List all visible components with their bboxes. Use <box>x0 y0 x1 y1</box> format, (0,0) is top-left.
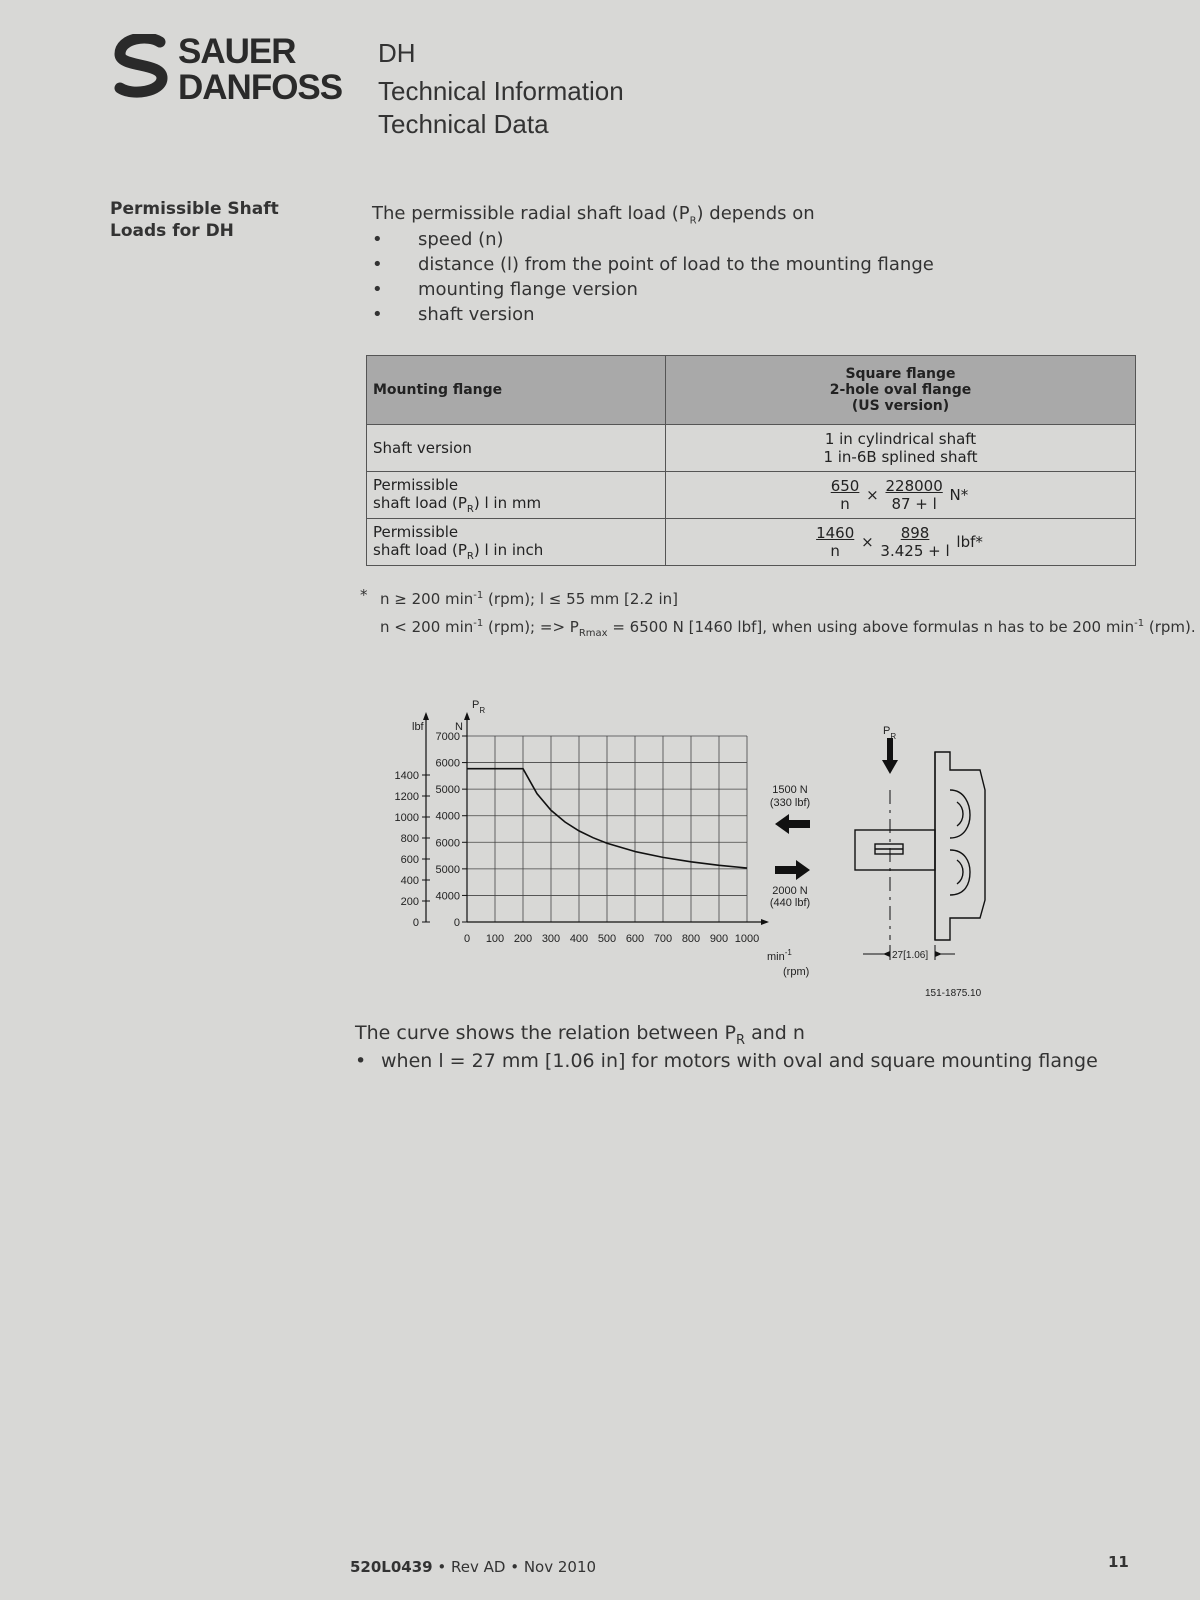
y-axis-lbf-arrow-icon <box>423 712 429 720</box>
x-tick-label: 600 <box>625 933 645 945</box>
dimension-label: 27[1.06] <box>892 950 929 961</box>
document-code: 520L0439 • Rev AD • Nov 2010 <box>350 1558 597 1576</box>
footnote-line-2: n < 200 $\min^{-1} (rpm)$; => $P_{Rmax} = 6500$ N [1460 lbf], when using above formulas n has to be 200 $\min^{-1} (rpm)$. <box>380 618 1196 639</box>
x-tick-label: 700 <box>653 933 673 945</box>
y-tick-labels-lbf <box>395 770 430 929</box>
force-top-imperial-label: (330 lbf) <box>769 797 811 809</box>
y-axis-arrow-icon <box>464 712 470 720</box>
x-tick-label: 1000 <box>734 933 760 945</box>
y-tick-label-n: 4000 <box>435 890 460 903</box>
arrow-right-icon <box>775 860 810 880</box>
x-axis-rpm-label: (rpm) <box>783 966 810 978</box>
curve-condition: • when l = 27 mm [1.06 in] for motors with oval and square mounting flange <box>355 1050 1098 1072</box>
chart-axes <box>423 712 769 925</box>
table-row <box>367 425 1136 472</box>
curve-description: The curve shows the relation between $P_R$ and n <box>355 1022 805 1048</box>
table-cell: 1 in cylindrical shaft 1 in-6B splined shaft <box>666 425 1136 472</box>
product-name: DH <box>378 38 416 68</box>
y-axis-unit-lbf: lbf <box>412 721 424 733</box>
y-tick-label-n: 0 <box>453 917 460 929</box>
y-tick-label-n: 6000 <box>435 757 460 770</box>
x-tick-labels <box>464 933 759 945</box>
y-tick-labels-n <box>436 731 467 929</box>
doc-type: Technical Information <box>378 76 624 106</box>
intro-text: The permissible radial shaft load $(P_R)$ depends on <box>372 203 815 227</box>
y-tick-label-n: 5000 <box>435 863 460 876</box>
footnote-line-1: n ≥ 200 $\min^{-1} (rpm)$; l ≤ 55 mm [2.2 in] <box>380 590 678 608</box>
force-bottom-imperial-label: (440 lbf) <box>769 897 811 909</box>
y-tick-label-n: 4000 <box>435 810 460 823</box>
brand-line-1: SAUER <box>178 32 296 71</box>
table-cell: Permissible shaft load $(P_R)$ l in mm <box>367 472 666 519</box>
y-tick-label-lbf: 1000 <box>394 812 419 824</box>
shaft-load-table <box>366 355 1136 566</box>
figure-id: 151-1875.10 <box>925 988 982 999</box>
brand-line-2: DANFOSS <box>178 68 343 107</box>
table-cell: Permissible shaft load $(P_R)$ l in inch <box>367 519 666 566</box>
y-tick-label-lbf: 600 <box>400 854 419 866</box>
arrow-left-icon <box>775 814 810 834</box>
sauer-danfoss-logo <box>112 28 362 108</box>
list-item: • mounting flange version <box>372 279 638 300</box>
x-axis-unit: $\min^{-1}$ <box>767 948 792 963</box>
page-number: 11 <box>1108 1553 1129 1571</box>
y-tick-label-lbf: 800 <box>400 833 419 845</box>
y-tick-label-lbf: 0 <box>412 917 419 929</box>
table-row <box>367 519 1136 566</box>
y-tick-label-lbf: 200 <box>400 896 419 908</box>
table-cell: Shaft version <box>367 425 666 472</box>
x-tick-label: 300 <box>541 933 561 945</box>
load-arrow-icon <box>882 760 898 774</box>
x-tick-label: 0 <box>463 933 471 945</box>
table-row <box>367 472 1136 519</box>
shaft-flange-diagram <box>855 725 985 960</box>
y-tick-label-n: 6000 <box>435 837 460 850</box>
y-axis-label: $P_R$ <box>472 699 486 715</box>
x-tick-label: 800 <box>681 933 701 945</box>
y-tick-label-n: 7000 <box>435 731 460 743</box>
y-tick-label-lbf: 1400 <box>394 770 419 782</box>
x-tick-label: 100 <box>485 933 505 945</box>
y-axis-unit-n: N <box>455 721 463 733</box>
doc-subtitle: Technical Data <box>378 109 549 139</box>
table-header-row <box>367 356 1136 425</box>
x-axis-arrow-icon <box>761 919 769 925</box>
footnote-star: * <box>360 586 368 604</box>
table-header-flanges: Square flange 2-hole oval flange (US version) <box>666 356 1136 425</box>
list-item: • shaft version <box>372 304 535 325</box>
x-tick-label: 200 <box>513 933 533 945</box>
table-header-mounting: Mounting flange <box>367 356 666 425</box>
list-item: • distance (l) from the point of load to the mounting flange <box>372 254 934 275</box>
section-title: Permissible Shaft Loads for DH <box>110 199 279 241</box>
chart-grid <box>467 736 747 922</box>
shaft-load-chart <box>385 690 1005 1010</box>
formula-mm: $\frac{650}{n}$ × $\frac{228000}{87 + l}$ N* <box>666 472 1136 519</box>
y-tick-label-lbf: 400 <box>400 875 419 887</box>
x-tick-label: 400 <box>569 933 589 945</box>
formula-inch: $\frac{1460}{n}$ × $\frac{898}{3.425 + l}$ lbf* <box>666 519 1136 566</box>
y-tick-label-lbf: 1200 <box>394 791 419 803</box>
logo-s-icon <box>112 34 172 98</box>
x-tick-label: 500 <box>597 933 617 945</box>
diagram-load-label: $P_R$ <box>883 725 897 741</box>
list-item: • speed (n) <box>372 229 504 250</box>
y-tick-label-n: 5000 <box>435 784 460 797</box>
force-bottom-label: 2000 N <box>772 885 808 897</box>
force-top-label: 1500 N <box>772 784 808 796</box>
x-tick-label: 900 <box>709 933 729 945</box>
